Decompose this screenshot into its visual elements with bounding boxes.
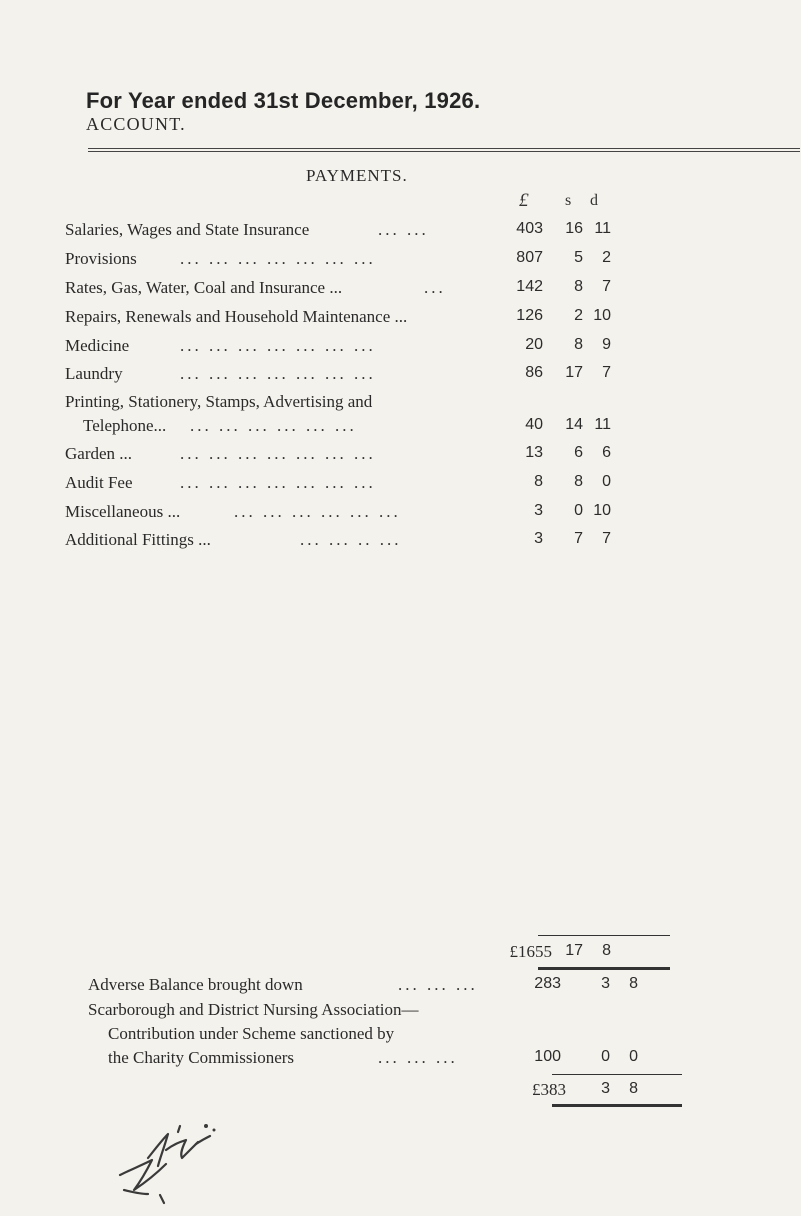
payment-shillings: 8 (574, 278, 583, 295)
payment-pounds: 3 (534, 530, 543, 547)
payment-row (0, 278, 801, 302)
balance-total-pounds: £383 (532, 1080, 566, 1099)
balance-total-pence: 8 (629, 1080, 638, 1097)
balance-row (0, 1000, 801, 1080)
balance-shillings: 0 (601, 1048, 610, 1065)
total-pence: 8 (602, 942, 611, 959)
pence-column-header: d (590, 192, 598, 209)
payment-label: Salaries, Wages and State Insurance (65, 220, 310, 239)
payment-label: Laundry (65, 364, 123, 383)
leader-dots: ... ... ... ... ... ... ... (180, 444, 376, 463)
balance-pounds: 283 (534, 975, 561, 992)
payment-pounds: 403 (516, 220, 543, 237)
payment-row (0, 249, 801, 273)
payment-pounds: 13 (525, 444, 543, 461)
balance-label-continued: Contribution under Scheme sanctioned by (108, 1024, 395, 1043)
payment-pence: 2 (602, 249, 611, 266)
payment-shillings: 17 (565, 364, 583, 381)
payment-label: Provisions (65, 249, 137, 268)
payments-total-rule (538, 935, 670, 936)
account-subheading: ACCOUNT. (86, 114, 186, 134)
payment-pounds: 20 (525, 336, 543, 353)
payment-pence: 11 (594, 416, 611, 433)
payment-row (0, 220, 801, 244)
payment-label-continued: Telephone... (83, 416, 167, 435)
payment-pence: 7 (602, 530, 611, 547)
leader-dots: ... ... ... ... ... ... (190, 416, 357, 435)
payment-shillings: 5 (574, 249, 583, 266)
payment-shillings: 0 (574, 502, 583, 519)
handwritten-signature (110, 1100, 230, 1210)
payment-label: Printing, Stationery, Stamps, Advertising and (65, 392, 373, 411)
shillings-column-header: s (565, 192, 572, 209)
balance-total-shillings: 3 (601, 1080, 610, 1097)
payment-shillings: 8 (574, 473, 583, 490)
payment-shillings: 16 (565, 220, 583, 237)
payments-section-title: PAYMENTS. (306, 166, 408, 185)
payment-pence: 9 (602, 336, 611, 353)
total-pounds: £1655 (509, 942, 552, 961)
payment-pounds: 126 (516, 307, 543, 324)
payment-row (0, 392, 801, 442)
payment-shillings: 14 (565, 416, 583, 433)
balance-shillings: 3 (601, 975, 610, 992)
payment-pence: 7 (602, 364, 611, 381)
balance-pence: 0 (629, 1048, 638, 1065)
payment-pence: 10 (593, 307, 611, 324)
payment-label: Additional Fittings ... (65, 530, 211, 549)
payment-pounds: 3 (534, 502, 543, 519)
balance-pence: 8 (629, 975, 638, 992)
payment-row (0, 473, 801, 497)
total-shillings: 17 (565, 942, 583, 959)
balance-pounds: 100 (534, 1048, 561, 1065)
payment-label: Miscellaneous ... (65, 502, 181, 521)
payment-pounds: 86 (525, 364, 543, 381)
leader-dots: ... (424, 278, 446, 297)
payment-row (0, 307, 801, 331)
balance-total-double-rule (552, 1104, 682, 1107)
payment-label: Medicine (65, 336, 130, 355)
header-rule-bottom (88, 151, 800, 152)
payment-pence: 6 (602, 444, 611, 461)
leader-dots: ... ... ... ... ... ... ... (180, 336, 376, 355)
pounds-column-header: £ (519, 190, 529, 211)
balance-total-rule (552, 1074, 682, 1075)
payments-total-double-rule (538, 967, 670, 970)
payment-shillings: 2 (574, 307, 583, 324)
balance-label: Scarborough and District Nursing Association— (88, 1000, 419, 1019)
balance-row (0, 975, 801, 999)
payment-label: Audit Fee (65, 473, 133, 492)
page-heading: For Year ended 31st December, 1926. (86, 88, 481, 113)
payment-shillings: 7 (574, 530, 583, 547)
payment-pence: 7 (602, 278, 611, 295)
payment-row (0, 444, 801, 468)
payment-pounds: 8 (534, 473, 543, 490)
leader-dots: ... ... (378, 220, 429, 239)
payment-pence: 11 (594, 220, 611, 237)
leader-dots: ... ... ... ... ... ... ... (180, 364, 376, 383)
balance-label-continued: the Charity Commissioners (108, 1048, 295, 1067)
payment-label: Garden ... (65, 444, 133, 463)
payment-row (0, 364, 801, 388)
payment-label: Rates, Gas, Water, Coal and Insurance ... (65, 278, 343, 297)
payment-row (0, 336, 801, 360)
payment-shillings: 8 (574, 336, 583, 353)
payment-pence: 0 (602, 473, 611, 490)
header-rule-top (88, 148, 800, 149)
payment-row (0, 530, 801, 554)
payment-pounds: 807 (516, 249, 543, 266)
leader-dots: ... ... ... ... ... ... ... (180, 249, 376, 268)
payment-label: Repairs, Renewals and Household Maintenance ... (65, 307, 408, 326)
payment-shillings: 6 (574, 444, 583, 461)
leader-dots: ... ... .. ... (300, 530, 402, 549)
leader-dots: ... ... ... ... ... ... ... (180, 473, 376, 492)
leader-dots: ... ... ... (378, 1048, 458, 1067)
payment-pounds: 142 (516, 278, 543, 295)
payment-pence: 10 (593, 502, 611, 519)
payments-total-row (0, 942, 801, 966)
payment-pounds: 40 (525, 416, 543, 433)
leader-dots: ... ... ... (398, 975, 478, 994)
payment-row (0, 502, 801, 526)
balance-label: Adverse Balance brought down (88, 975, 303, 994)
leader-dots: ... ... ... ... ... ... (234, 502, 401, 521)
